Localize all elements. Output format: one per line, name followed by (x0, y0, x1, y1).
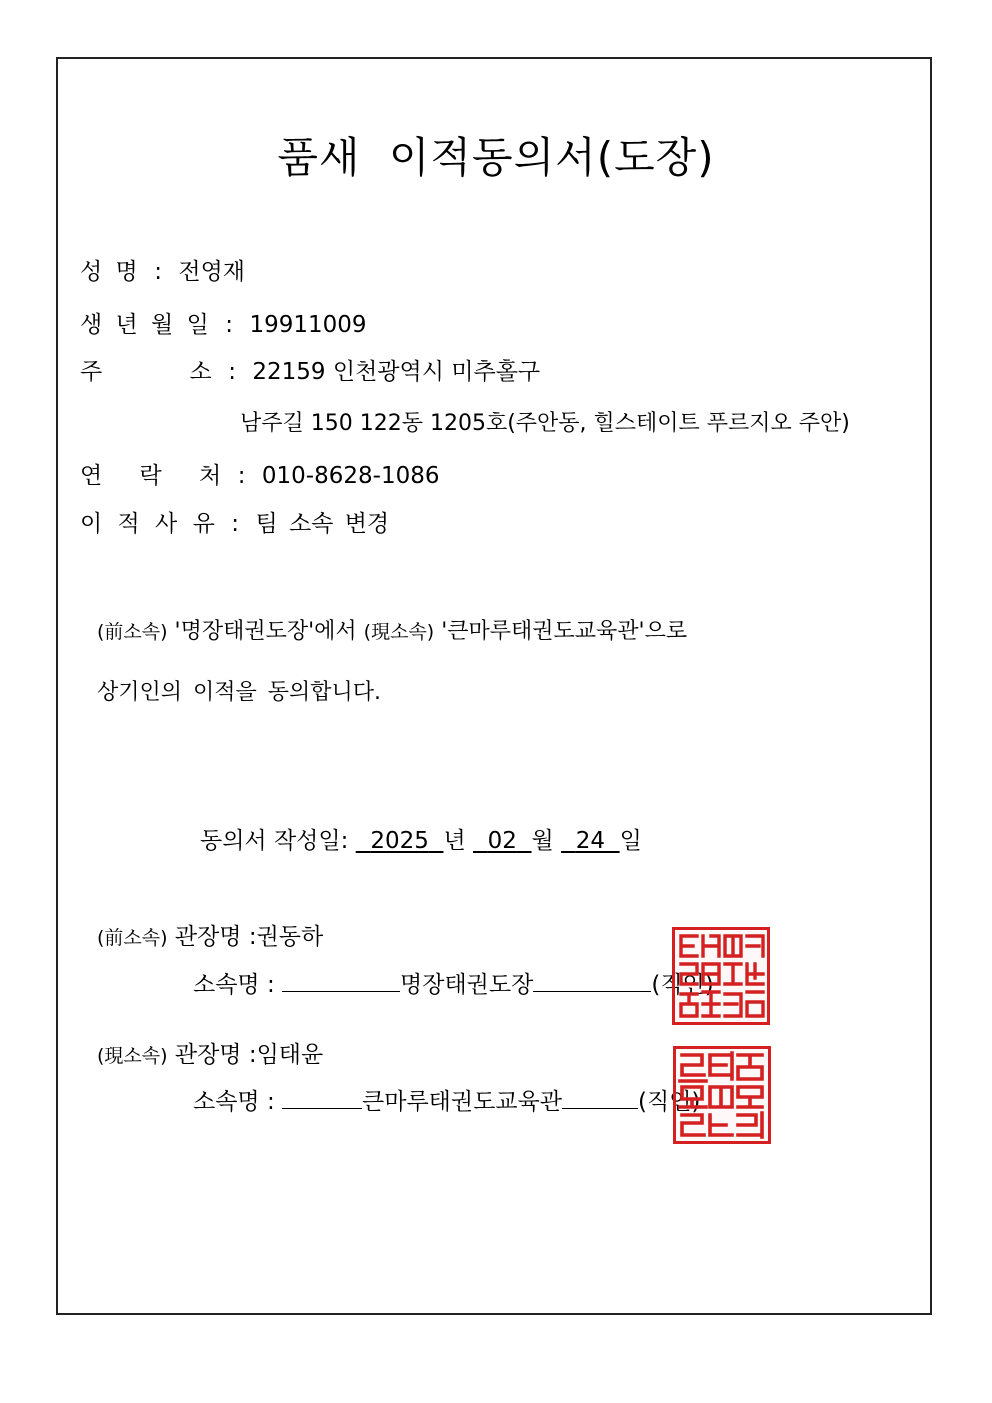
birth-row (80, 306, 367, 339)
reason-row (80, 505, 389, 538)
blank-line (562, 1090, 638, 1109)
prev-seal-label: (직인) (651, 972, 714, 998)
contact-label: 연 락 처 (80, 463, 222, 489)
birth-value: 19911009 (249, 312, 367, 338)
blank-line (282, 973, 400, 992)
statement-line2: 상기인의 이적을 동의합니다. (97, 680, 382, 705)
prev-affiliation-label: 소속명 : (193, 972, 275, 998)
day-unit: 일 (619, 828, 642, 854)
prev-affiliation-tag: (前소속) (97, 621, 168, 643)
name-row (80, 253, 245, 286)
blank-line (282, 1090, 362, 1109)
date-day: 24 (575, 828, 605, 854)
contact-value: 010-8628-1086 (261, 463, 440, 489)
date-year: 2025 (370, 828, 429, 854)
curr-affiliation-row (193, 1083, 700, 1116)
curr-affiliation-label: 소속명 : (193, 1089, 275, 1115)
colon: : (231, 511, 239, 537)
statement-line1 (97, 614, 687, 645)
prev-official-seal (672, 927, 770, 1025)
date-prefix: 동의서 작성일: (200, 828, 349, 854)
curr-affiliation-value: 큰마루태권도교육관 (362, 1089, 562, 1115)
reason-value: 팀 소속 변경 (255, 511, 390, 537)
colon: : (154, 259, 162, 285)
birth-label: 생 년 월 일 (80, 312, 209, 338)
colon: : (225, 312, 233, 338)
curr-director-name: 임태윤 (256, 1042, 324, 1068)
name-label: 성 명 (80, 259, 138, 285)
reason-label: 이 적 사 유 (80, 511, 215, 537)
prev-director-name: 권동하 (256, 924, 324, 950)
address-row (80, 353, 540, 386)
prev-director-label: 관장명 : (174, 924, 257, 950)
contact-row (80, 457, 439, 490)
curr-affiliation-tag: (現소속) (363, 621, 435, 643)
curr-seal-label: (직인) (638, 1089, 701, 1115)
year-unit: 년 (443, 828, 466, 854)
curr-director-label: 관장명 : (174, 1042, 257, 1068)
prev-affiliation-row (193, 966, 714, 999)
address-line2: 남주길 150 122동 1205호(주안동, 힐스테이트 푸르지오 주안) (240, 411, 850, 436)
colon: : (237, 463, 246, 489)
address-label: 주 소 (80, 359, 212, 385)
document-title: 품새 이적동의서(도장) (277, 133, 715, 182)
date-month: 02 (487, 828, 517, 854)
prev-tag: (前소속) (97, 927, 168, 949)
prev-affiliation-value: 명장태권도장 (400, 972, 534, 998)
colon: : (228, 359, 236, 385)
name-value: 전영재 (178, 259, 246, 285)
curr-affiliation-name: '큰마루태권도교육관'으로 (441, 619, 688, 644)
curr-tag: (現소속) (97, 1045, 168, 1067)
prev-affiliation-name: '명장태권도장'에서 (174, 619, 357, 644)
curr-director-row (97, 1036, 323, 1069)
address-line1: 22159 인천광역시 미추홀구 (252, 359, 541, 385)
prev-director-row (97, 918, 323, 951)
blank-line (533, 973, 651, 992)
date-line (200, 822, 642, 855)
month-unit: 월 (531, 828, 554, 854)
curr-official-seal (673, 1046, 771, 1144)
